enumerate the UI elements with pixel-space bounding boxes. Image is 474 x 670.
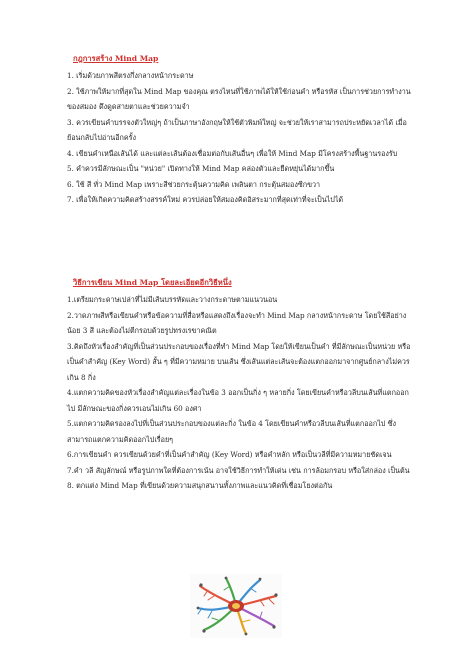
method-section [67, 278, 417, 494]
rule-item: 3. ควรเขียนคำบรรจงตัวใหญ่ๆ ถ้าเป็นภาษาอังกฤษให้ใช้ตัวพิมพ์ใหญ่ จะช่วยให้เราสามารถประหยัดเวลาได้ เมื่อย้อนกลับไปอ่านอีกครั้ง [67, 117, 407, 142]
step-item: 5.แตกความคิดรองลงไปที่เป็นส่วนประกอบของแต่ละกิ่ง ในข้อ 4 โดยเขียนคำหรือวลีบนเส้นที่แตกออกไป ซึ่งสามารถแตกความคิดออกไปเรื่อยๆ [67, 419, 397, 444]
step-item: 6.การเขียนคำ ควรเขียนด้วยคำที่เป็นคำสำคัญ (Key Word) หรือคำหลัก หรือเป็นวลีที่มีความหมายชัดเจน [67, 450, 392, 459]
section-heading: กฎการสร้าง Mind Map [73, 54, 159, 63]
step-item: 1.เตรียมกระดาษเปล่าที่ไม่มีเส้นบรรทัดและวางกระดาษตามแนวนอน [67, 295, 278, 304]
step-item: 4.แตกความคิดของหัวเรื่องสำคัญแต่ละเรื่องในข้อ 3 ออกเป็นกิ่ง ๆ หลายกิ่ง โดยเขียนคำหรือวลีบนเส้นที่แตกออกไป มีลักษณะของกิ่งควรเอนไม่เกิน 60 องศา [67, 388, 409, 413]
rules-section [67, 54, 417, 208]
mind-map-illustration-icon [190, 574, 282, 638]
rule-item: 5. คำควรมีลักษณะเป็น "หน่วย" เปิดทางให้ Mind Map คล่องตัวและยืดหยุ่นได้มากขึ้น [67, 164, 335, 173]
step-item: 8. ตกแต่ง Mind Map ที่เขียนด้วยความสนุกสนานทั้งภาพและแนวคิดที่เชื่อมโยงต่อกัน [67, 481, 333, 490]
rule-item: 6. ใช้ สี ทั่ว Mind Map เพราะสีช่วยกระตุ้นความคิด เพลินตา กระตุ้นสมองซีกขวา [67, 179, 321, 189]
rule-item: 1. เริ่มด้วยภาพสีตรงกึ่งกลางหน้ากระดาษ [67, 71, 194, 80]
rule-item: 2. ใช้ภาพให้มากที่สุดใน Mind Map ของคุณ ตรงไหนที่ใช้ภาพได้ให้ใช้ก่อนคำ หรือรหัส เป็นการช่วยการทำงานของสมอง ดึงดูดสายตาและช่วยความจำ [67, 86, 411, 111]
step-item: 7.คำ วลี สัญลักษณ์ หรือรูปภาพใดที่ต้องการเน้น อาจใช้วิธีการทำให้เด่น เช่น การล้อมกรอบ หรือใส่กล่อง เป็นต้น [67, 465, 410, 475]
rule-item: 7. เพื่อให้เกิดความคิดสร้างสรรค์ใหม่ ควรปล่อยให้สมองคิดอิสระมากที่สุดเท่าที่จะเป็นไปได้ [67, 195, 344, 204]
section-heading: วิธีการเขียน Mind Map โดยละเอียดอีกวิธีหนึ่ง [73, 278, 232, 287]
rule-item: 4. เขียนคำเหนือเส้นได้ และแต่ละเส้นต้องเชื่อมต่อกับเส้นอื่นๆ เพื่อให้ Mind Map มีโครงสร้างพื้นฐานรองรับ [67, 148, 398, 158]
mind-map-drawing [190, 574, 282, 638]
step-item: 2.วาดภาพสีหรือเขียนคำหรือข้อความที่สื่อหรือแสดงถึงเรื่องจะทำ Mind Map กลางหน้ากระดาษ โดยใช้สีอย่างน้อย 3 สี และต้องไม่ตีกรอบด้วยรูปทรงเรขาคณิต [67, 310, 407, 335]
step-item: 3.คิดถึงหัวเรื่องสำคัญที่เป็นส่วนประกอบของเรื่องที่ทำ Mind Map โดยให้เขียนเป็นคำ ที่มีลักษณะเป็นหน่วย หรือเป็นคำสำคัญ (Key Word) สั้น ๆ ที่มีความหมาย บนเส้น ซึ่งเส้นแต่ละเส้นจะต้องแตกออกมาจากศูนย์กลางไม่ควรเกิน 8 กิ่ง [67, 341, 411, 382]
